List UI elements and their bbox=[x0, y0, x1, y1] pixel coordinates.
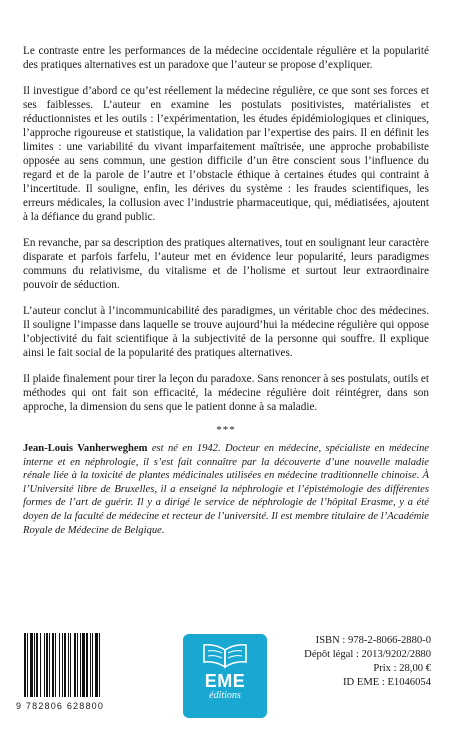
barcode bbox=[16, 633, 124, 713]
blurb-paragraph-1: Le contraste entre les performances de la médecine occidentale régulière et la popularité des pratiques alternatives est un paradoxe que l’auteur se propose d’expliquer. bbox=[23, 45, 429, 71]
blurb-paragraph-2: Il investigue d’abord ce qu’est réellement la médecine régulière, ce que sont ses forces et ses faiblesses. L’auteur en examine les postulats positivistes, matérialistes et réductionnistes et les outils : l’expérimentation, les études épidémiologiques et cliniques, l’approche rigoureuse et statistique, la validation par l’expertise des pairs. Il en définit les limites : une variabilité du vivant imparfaitement maîtrisée, une approche probabiliste opposée au sens commun, une gestion difficile d’un être conscient sous l’influence du regard et de la parole de l’autre et l’obstacle éthique à certaines études qui contraint à l’incertitude. Il souligne, enfin, les dérives du système : les fraudes scientifiques, les erreurs médicales, la collusion avec l’industrie pharmaceutique, qui, médiatisées, ajoutent à la défiance du grand public. bbox=[23, 85, 429, 223]
blurb-text bbox=[23, 44, 429, 537]
barcode-bars-icon bbox=[20, 633, 124, 699]
price: Prix : 28,00 € bbox=[373, 663, 431, 674]
cover-footer bbox=[0, 618, 450, 738]
legal-deposit: Dépôt légal : 2013/9202/2880 bbox=[304, 649, 431, 660]
publisher-id: ID EME : E1046054 bbox=[343, 677, 431, 688]
book-metadata bbox=[304, 634, 431, 690]
publisher-logo bbox=[183, 634, 267, 718]
book-pages-icon bbox=[202, 641, 248, 669]
blurb-paragraph-4: L’auteur conclut à l’incommunicabilité des paradigmes, un véritable choc des médecines. Il souligne l’impasse dans laquelle se trouve aujourd’hui la médecine régulière qui oppose l’objectivité du fait scientifique à la subjectivité de la personne qui souffre. Il explique ainsi le fait social de la popularité des pratiques alternatives. bbox=[23, 305, 429, 359]
blurb-paragraph-3: En revanche, par sa description des pratiques alternatives, tout en soulignant leur caractère disparate et parfois farfelu, l’auteur met en évidence leur popularité, leurs paradigmes communs du relativisme, du vitalisme et de l’holisme et surtout leur extraordinaire pouvoir de séduction. bbox=[23, 237, 429, 291]
author-name: Jean-Louis Vanherweghem bbox=[23, 443, 148, 454]
author-bio-text: est né en 1942. Docteur en médecine, spécialiste en médecine interne et en néphrologie, il s’est fait connaître par la découverte d’une nouvelle maladie rénale liée à la toxicité de plantes médicinales utilisées en médecine traditionnelle chinoise. À l’Université libre de Bruxelles, il a enseigné la néphrologie et l’épistémologie des différentes formes de l’art de guérir. Il y a dirigé le service de néphrologie de l’hôpital Erasme, y a été doyen de la faculté de médecine et recteur de l’université. Il est membre titulaire de l’Académie Royale de Médecine de Belgique. bbox=[23, 443, 429, 536]
barcode-number: 9 782806 628800 bbox=[16, 701, 105, 711]
author-bio bbox=[23, 442, 429, 537]
blurb-paragraph-5: Il plaide finalement pour tirer la leçon du paradoxe. Sans renoncer à ses postulats, outils et méthodes qui ont fait son efficacité, la médecine régulière doit réintégrer, dans son approche, la dimension du sens que le patient donne à sa maladie. bbox=[23, 373, 429, 413]
publisher-logo-subtitle: éditions bbox=[209, 690, 241, 701]
isbn: ISBN : 978-2-8066-2880-0 bbox=[315, 635, 431, 646]
section-separator: *** bbox=[216, 424, 236, 436]
publisher-logo-name: EME bbox=[204, 671, 246, 691]
